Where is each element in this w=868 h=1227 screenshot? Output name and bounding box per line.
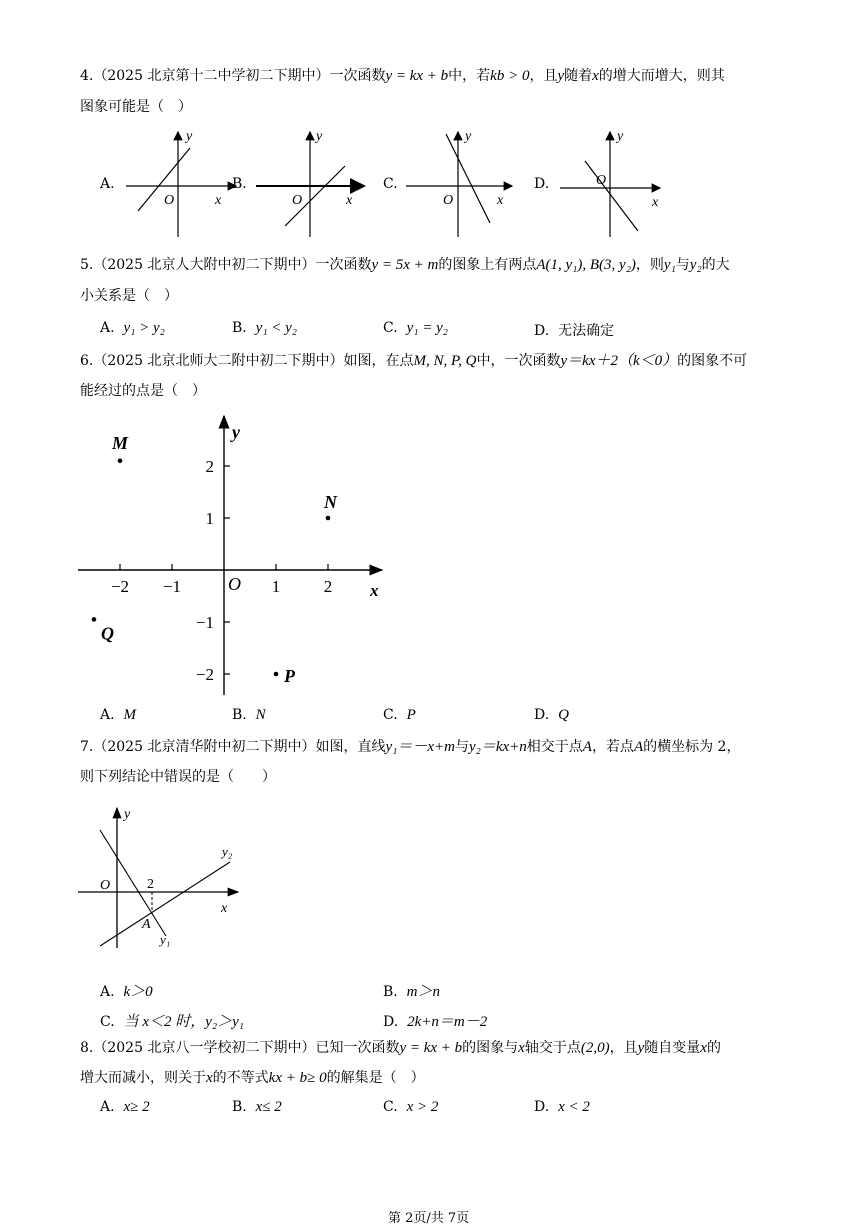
q4-graph-b[interactable]: [256, 129, 364, 237]
option-value: x≤ 2: [255, 1099, 282, 1115]
q7-label-x: x: [221, 901, 228, 916]
q4-label-x: x: [652, 195, 659, 210]
q6-origin-label: O: [228, 574, 241, 594]
q4-graphs: [0, 124, 868, 244]
q5-text: 的大: [701, 257, 730, 273]
option-value: P: [406, 707, 416, 723]
q6-text: 如图，在点: [343, 353, 414, 369]
q4-label-x: x: [346, 193, 353, 208]
q4-option-c-label[interactable]: C.: [383, 176, 398, 192]
q8-var-y: y: [637, 1040, 645, 1056]
option-value: x≥ 2: [123, 1099, 150, 1115]
q5-text: 的图象上有两点: [438, 257, 537, 273]
q7-option-a[interactable]: [100, 980, 153, 1001]
q5-option-a[interactable]: [100, 320, 165, 337]
q6-text: 的图象不可: [677, 353, 748, 369]
option-value: x < 2: [558, 1099, 590, 1115]
q7-equation-2: y₂＝kx+n: [468, 739, 527, 755]
q8-option-d[interactable]: [534, 1099, 590, 1116]
option-label: D.: [383, 1014, 399, 1030]
q6-point-label-q: Q: [101, 623, 114, 644]
q6-x-tick-label: −1: [162, 577, 182, 596]
q5-line2: 小关系是（ ）: [80, 288, 178, 304]
q6-y-tick-label: −2: [195, 665, 214, 684]
q6-line2: 能经过的点是（ ）: [80, 383, 206, 399]
q8-text: 的解集是（ ）: [326, 1070, 425, 1086]
q7-line1: [80, 737, 740, 757]
q4-text: 中，若: [448, 68, 491, 84]
q5-text: 一次函数: [315, 257, 372, 273]
q5-text: 与: [675, 257, 690, 273]
q4-graph-a[interactable]: [126, 129, 236, 237]
q5-number: 5.: [80, 257, 94, 273]
q4-var-x: x: [592, 68, 599, 84]
q7-label-a: A: [142, 917, 151, 932]
q5-y1: y₁: [663, 257, 676, 273]
q4-label-o: O: [443, 193, 454, 208]
option-label: A.: [100, 984, 115, 1000]
q4-option-a-label[interactable]: A.: [100, 176, 115, 192]
q7-number: 7.: [80, 739, 94, 755]
q6-line1: [80, 351, 747, 371]
q4-equation: y = kx + b: [385, 68, 449, 84]
q8-line1: [80, 1038, 721, 1058]
q8-var-x: x: [700, 1040, 707, 1056]
q6-option-b[interactable]: [232, 707, 266, 724]
option-label: D.: [534, 707, 550, 723]
q7-label-2: 2: [147, 877, 154, 892]
q8-text: 的图象与: [462, 1040, 519, 1056]
q7-label-y2: y₂: [222, 844, 233, 859]
q4-label-x: x: [215, 193, 222, 208]
q5-equation: y = 5x + m: [371, 257, 439, 273]
q6-point-p: [274, 672, 279, 677]
q6-point-m: [118, 459, 123, 464]
option-label: B.: [232, 1099, 247, 1115]
q6-source: （2025 北京北师大二附中初二下期中）: [93, 353, 344, 369]
option-label: A.: [100, 707, 115, 723]
option-value: y₁ = y₂: [406, 320, 448, 336]
q8-number: 8.: [80, 1040, 94, 1056]
q8-text: 随自变量: [644, 1040, 701, 1056]
q6-axis-y-label: y: [232, 422, 240, 442]
option-value: k＞0: [123, 984, 153, 1000]
q5-source: （2025 北京人大附中初二下期中）: [93, 257, 316, 273]
q7-label-y: y: [124, 807, 131, 822]
q5-option-d[interactable]: [534, 320, 614, 340]
q8-inequality: kx + b≥ 0: [268, 1070, 327, 1086]
option-value: m＞n: [406, 984, 440, 1000]
q4-line-d: [585, 161, 638, 231]
q8-text: 轴交于点: [524, 1040, 581, 1056]
q6-number: 6.: [80, 353, 94, 369]
q6-point-n: [326, 516, 331, 521]
option-value: x > 2: [406, 1099, 439, 1115]
q5-y2: y₂: [689, 257, 702, 273]
q5-option-b[interactable]: [232, 320, 297, 337]
q7-option-d[interactable]: [383, 1010, 487, 1031]
q8-text: 增大而减小，则关于: [80, 1070, 206, 1086]
q7-text: ，若点: [591, 739, 634, 755]
q7-label-y1: y₁: [160, 932, 171, 947]
q4-label-y: y: [617, 129, 624, 144]
q7-label-o: O: [100, 878, 111, 893]
q4-label-o: O: [292, 193, 303, 208]
q5-points: A(1, y₁), B(3, y₂): [536, 257, 636, 273]
q7-line2: 则下列结论中错误的是（ ）: [80, 769, 276, 785]
q6-equation: y＝kx＋2（k＜0）: [560, 353, 678, 369]
q6-point-label-m: M: [112, 432, 129, 453]
q6-y-tick-label: 2: [205, 457, 214, 476]
q5-text: ，则: [635, 257, 664, 273]
q4-label-o: O: [164, 193, 175, 208]
option-label: B.: [383, 984, 398, 1000]
option-label: D.: [534, 323, 550, 339]
q4-text: ，且: [529, 68, 558, 84]
q5-option-c[interactable]: [383, 320, 448, 337]
option-label: C.: [383, 1099, 398, 1115]
page-footer: 第 2页/共 7页: [388, 1211, 470, 1226]
option-value: 当 x＜2 时，y₂＞y₁: [123, 1014, 244, 1030]
q4-condition: kb > 0: [490, 68, 530, 84]
q4-line-c: [446, 134, 490, 223]
q7-option-c[interactable]: [100, 1010, 244, 1031]
q8-equation: y = kx + b: [399, 1040, 463, 1056]
q4-label-y: y: [186, 129, 193, 144]
q8-point: (2,0): [580, 1040, 610, 1056]
option-value: Q: [558, 707, 569, 723]
q8-line2: [80, 1068, 425, 1088]
q6-y-tick-label: 1: [205, 509, 214, 528]
q6-point-label-n: N: [324, 492, 337, 512]
q6-points: M, N, P, Q: [413, 353, 477, 369]
q5-line1: [80, 255, 730, 275]
q4-number: 4.: [80, 68, 94, 84]
q4-label-y: y: [465, 129, 472, 144]
q8-text: 的: [706, 1040, 721, 1056]
q6-axis-x-label: x: [370, 581, 379, 600]
q8-text: ，且: [609, 1040, 638, 1056]
q6-coordinate-graph: [70, 410, 400, 705]
q8-option-c[interactable]: [383, 1099, 438, 1116]
q7-text: 如图，直线: [315, 739, 386, 755]
q4-graph-d[interactable]: [560, 129, 660, 237]
q7-graph: [70, 800, 260, 950]
q8-source: （2025 北京八一学校初二下期中）: [93, 1040, 316, 1056]
q6-point-q: [92, 617, 97, 622]
option-label: C.: [383, 320, 398, 336]
q4-option-b-label[interactable]: B.: [232, 176, 247, 192]
q6-text: 中，一次函数: [476, 353, 561, 369]
option-value: y₁ < y₂: [255, 320, 298, 336]
q6-x-tick-label: −2: [110, 577, 130, 596]
option-value: y₁ > y₂: [123, 320, 165, 336]
option-value: 无法确定: [558, 323, 615, 339]
q7-point-a: A: [582, 739, 592, 755]
q4-source: （2025 北京第十二中学初二下期中）: [93, 68, 330, 84]
option-label: A.: [100, 320, 115, 336]
option-value: 2k+n＝m－2: [407, 1014, 488, 1030]
q6-point-label-p: P: [284, 666, 295, 686]
q7-text: 相交于点: [526, 739, 583, 755]
q8-var-x: x: [206, 1070, 213, 1086]
q4-line2: 图象可能是（ ）: [80, 99, 192, 115]
q8-var-x: x: [518, 1040, 525, 1056]
option-value: N: [255, 707, 266, 723]
q4-var-y: y: [557, 68, 565, 84]
q6-option-d[interactable]: [534, 707, 569, 724]
q7-option-b[interactable]: [383, 980, 440, 1001]
q7-equation-1: y₁＝－x+m: [385, 739, 455, 755]
q6-x-tick-label: 1: [271, 577, 281, 596]
option-label: C.: [100, 1014, 115, 1030]
q8-option-a[interactable]: [100, 1099, 150, 1116]
option-label: C.: [383, 707, 398, 723]
q6-option-a[interactable]: [100, 707, 136, 724]
q4-option-d-label[interactable]: D.: [534, 176, 550, 192]
q4-graph-c[interactable]: [406, 129, 512, 237]
option-label: B.: [232, 320, 247, 336]
q4-label-y: y: [316, 129, 323, 144]
q7-text: 的横坐标为 2，: [643, 739, 741, 755]
q6-y-tick-label: −1: [195, 613, 214, 632]
q7-text: 与: [454, 739, 469, 755]
q4-text: 随着: [564, 68, 593, 84]
q4-text: 的增大而增大，则其: [598, 68, 725, 84]
q6-x-tick-label: 2: [323, 577, 333, 596]
option-label: A.: [100, 1099, 115, 1115]
option-value: M: [123, 707, 136, 723]
q7-point-a: A: [633, 739, 644, 755]
option-label: D.: [534, 1099, 550, 1115]
q4-label-o: O: [596, 173, 607, 188]
option-label: B.: [232, 707, 247, 723]
q4-text: 一次函数: [329, 68, 386, 84]
q7-source: （2025 北京清华附中初二下期中）: [93, 739, 316, 755]
q4-line1: [80, 66, 725, 86]
q6-option-c[interactable]: [383, 707, 416, 724]
q8-text: 已知一次函数: [315, 1040, 400, 1056]
q4-label-x: x: [497, 193, 504, 208]
q8-text: 的不等式: [212, 1070, 269, 1086]
q8-option-b[interactable]: [232, 1099, 282, 1116]
